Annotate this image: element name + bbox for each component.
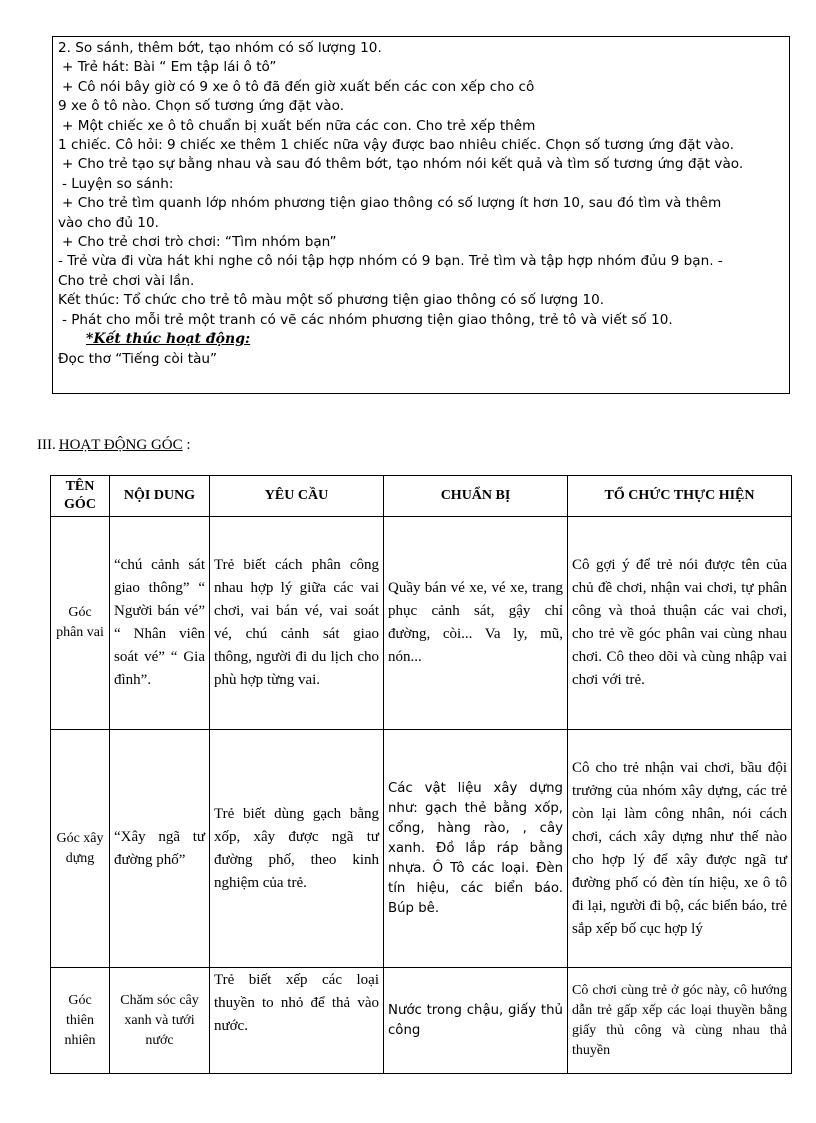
activity-line: - Trẻ vừa đi vừa hát khi nghe cô nói tập hợp nhóm có 9 bạn. Trẻ tìm và tập hợp nhóm đủu 9 bạn. -: [58, 253, 723, 270]
activity-line: + Cho trẻ tạo sự bằng nhau và sau đó thêm bớt, tạo nhóm nói kết quả và tìm số tương ứng đặt vào.: [62, 156, 744, 173]
activity-line: - Phát cho mỗi trẻ một tranh có vẽ các nhóm phương tiện giao thông, trẻ tô và viết số 10.: [62, 311, 673, 328]
table-row: [51, 730, 792, 968]
activity-line: + Một chiếc xe ô tô chuẩn bị xuất bến nữa các con. Cho trẻ xếp thêm: [62, 117, 536, 134]
corner-activities-table: [50, 475, 792, 1074]
row-content: “chú cảnh sát giao thông” “ Người bán vé” “ Nhân viên soát vé” “ Gia đình”.: [110, 517, 210, 730]
activity-line: + Trẻ hát: Bài “ Em tập lái ô tô”: [62, 59, 277, 76]
activity-line: + Cô nói bây giờ có 9 xe ô tô đã đến giờ xuất bến các con xếp cho cô: [62, 78, 535, 95]
header-preparation: CHUẨN BỊ: [384, 476, 568, 517]
row-requirement: Trẻ biết dùng gạch bằng xốp, xây được ngã tư đường phố, theo kinh nghiệm của trẻ.: [210, 730, 384, 968]
row-preparation: Nước trong chậu, giấy thủ công: [384, 968, 568, 1074]
activity-line: Kết thúc: Tổ chức cho trẻ tô màu một số phương tiện giao thông có số lượng 10.: [58, 292, 605, 309]
header-organization: TỔ CHỨC THỰC HIỆN: [568, 476, 792, 517]
row-name: Góc xây dựng: [51, 730, 110, 968]
row-preparation: Quầy bán vé xe, vé xe, trang phục cảnh sát, gậy chỉ đường, còi... Va ly, mũ, nón...: [384, 517, 568, 730]
end-heading-line: [58, 330, 783, 349]
activity-line: + Cho trẻ tìm quanh lớp nhóm phương tiện giao thông có số lượng ít hơn 10, sau đó tìm và thêm: [62, 195, 722, 212]
section-heading: [37, 437, 191, 454]
row-name: Góc phân vai: [51, 517, 110, 730]
header-requirement: YÊU CẦU: [210, 476, 384, 517]
activity-line: - Luyện so sánh:: [62, 175, 174, 192]
header-content: NỘI DUNG: [110, 476, 210, 517]
section-title: HOẠT ĐỘNG GÓC: [58, 437, 183, 453]
row-content: Chăm sóc cây xanh và tưới nước: [110, 968, 210, 1074]
row-content: “Xây ngã tư đường phố”: [110, 730, 210, 968]
row-name: Góc thiên nhiên: [51, 968, 110, 1074]
activity-line: 1 chiếc. Cô hỏi: 9 chiếc xe thêm 1 chiếc nữa vậy được bao nhiêu chiếc. Chọn số tương ứng đặt vào.: [58, 137, 734, 154]
row-preparation: Các vật liệu xây dựng như: gạch thẻ bằng xốp, cổng, hàng rào, , cây xanh. Đồ lắp ráp bằng nhựa. Ô Tô các loại. Đèn tín hiệu, các biển báo. Búp bê.: [384, 730, 568, 968]
activity-line: + Cho trẻ chơi trò chơi: “Tìm nhóm bạn”: [62, 234, 337, 251]
activity-line: vào cho đủ 10.: [58, 214, 159, 231]
section-number: III.: [37, 437, 56, 453]
row-requirement: Trẻ biết cách phân công nhau hợp lý giữa các vai chơi, vai bán vé, vai soát vé, chú cảnh sát giao thông, người đi du lịch cho phù hợp từng vai.: [210, 517, 384, 730]
row-requirement: Trẻ biết xếp các loại thuyền to nhỏ để thả vào nước.: [210, 968, 384, 1074]
activity-box: [52, 36, 790, 394]
table-row: [51, 968, 792, 1074]
row-organization: Cô gợi ý để trẻ nói được tên của chủ đề chơi, nhận vai chơi, tự phân công và thoả thuận các vai chơi, cho trẻ về góc phân vai cùng nhau chơi. Cô theo dõi và cùng nhập vai chơi với trẻ.: [568, 517, 792, 730]
header-name: TÊN GÓC: [51, 476, 110, 517]
end-heading: *Kết thúc hoạt động:: [86, 331, 251, 348]
section-suffix: :: [182, 437, 191, 453]
row-organization: Cô cho trẻ nhận vai chơi, bầu đội trưởng của nhóm xây dựng, các trẻ còn lại làm công nhân, nói cách chơi, cách xây dựng như thế nào cho hợp lý để xây được ngã tư đường phố có đèn tín hiệu, xe ô tô đi lại, người đi bộ, các biển báo, trẻ sắp xếp bố cục hợp lý: [568, 730, 792, 968]
table-header-row: [51, 476, 792, 517]
activity-line: 9 xe ô tô nào. Chọn số tương ứng đặt vào.: [58, 98, 345, 115]
table-row: [51, 517, 792, 730]
activity-line: 2. So sánh, thêm bớt, tạo nhóm có số lượng 10.: [58, 40, 382, 56]
activity-line: Cho trẻ chơi vài lần.: [58, 272, 195, 289]
row-organization: Cô chơi cùng trẻ ở góc này, cô hướng dẫn trẻ gấp xếp các loại thuyền bằng giấy thủ công và cùng nhau thả thuyền: [568, 968, 792, 1074]
end-text: Đọc thơ “Tiếng còi tàu”: [58, 350, 218, 367]
